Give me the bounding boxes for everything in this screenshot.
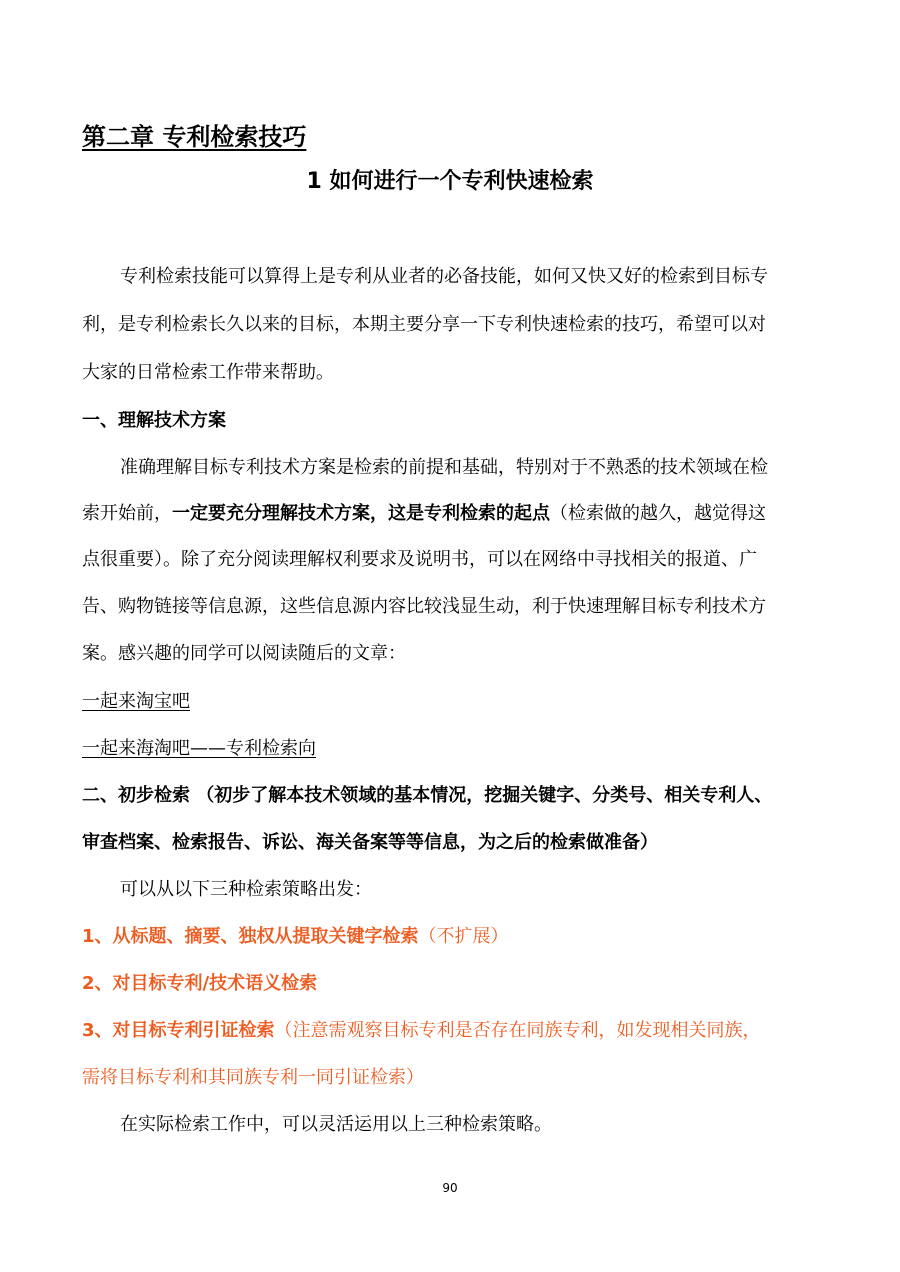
para1-line-3: 点很重要）。除了充分阅读理解权利要求及说明书，可以在网络中寻找相关的报道、广 bbox=[82, 549, 757, 570]
strategy-3 bbox=[82, 1016, 761, 1042]
heading-understand-tech: 一、理解技术方案 bbox=[82, 410, 226, 431]
section-title: 1 如何进行一个专利快速检索 bbox=[306, 169, 594, 194]
strategy-1-title: 1、从标题、摘要、独权从提取关键字检索 bbox=[82, 926, 419, 947]
chapter-title: 第二章 专利检索技巧 bbox=[82, 123, 307, 151]
heading-preliminary-search-line-2: 审查档案、检索报告、诉讼、海关备案等等信息，为之后的检索做准备） bbox=[82, 832, 658, 853]
strategy-2-title: 2、对目标专利/技术语义检索 bbox=[82, 973, 318, 994]
intro-line-3: 大家的日常检索工作带来帮助。 bbox=[82, 362, 334, 383]
intro-line-1: 专利检索技能可以算得上是专利从业者的必备技能，如何又快又好的检索到目标专 bbox=[120, 266, 768, 287]
article-link-taobao[interactable]: 一起来淘宝吧 bbox=[82, 691, 190, 712]
strategy-intro: 可以从以下三种检索策略出发： bbox=[120, 879, 372, 900]
strategy-3-title: 3、对目标专利引证检索 bbox=[82, 1020, 275, 1041]
page-number: 90 bbox=[442, 1181, 458, 1195]
para1-line-5: 案。感兴趣的同学可以阅读随后的文章： bbox=[82, 643, 406, 664]
para1-line-2-end: （检索做的越久，越觉得这 bbox=[550, 503, 766, 524]
para1-line-4: 告、购物链接等信息源，这些信息源内容比较浅显生动，利于快速理解目标专利技术方 bbox=[82, 596, 766, 617]
heading-preliminary-search-line-1: 二、初步检索 （初步了解本技术领域的基本情况，挖掘关键字、分类号、相关专利人、 bbox=[82, 785, 773, 806]
para1-line-2-start: 索开始前， bbox=[82, 503, 172, 524]
para1-line-2 bbox=[82, 499, 766, 525]
strategy-1 bbox=[82, 922, 509, 948]
para1-emphasis: 一定要充分理解技术方案，这是专利检索的起点 bbox=[172, 503, 550, 524]
article-link-haitao[interactable]: 一起来海淘吧——专利检索向 bbox=[82, 738, 316, 759]
intro-line-2: 利，是专利检索长久以来的目标，本期主要分享一下专利快速检索的技巧，希望可以对 bbox=[82, 314, 766, 335]
para1-line-1: 准确理解目标专利技术方案是检索的前提和基础，特别对于不熟悉的技术领域在检 bbox=[120, 457, 768, 478]
closing-sentence: 在实际检索工作中，可以灵活运用以上三种检索策略。 bbox=[120, 1114, 552, 1135]
strategy-3-note-2: 需将目标专利和其同族专利一同引证检索） bbox=[82, 1067, 424, 1088]
strategy-3-note-1: （注意需观察目标专利是否存在同族专利，如发现相关同族， bbox=[274, 1020, 761, 1041]
strategy-1-note: （不扩展） bbox=[418, 926, 509, 947]
